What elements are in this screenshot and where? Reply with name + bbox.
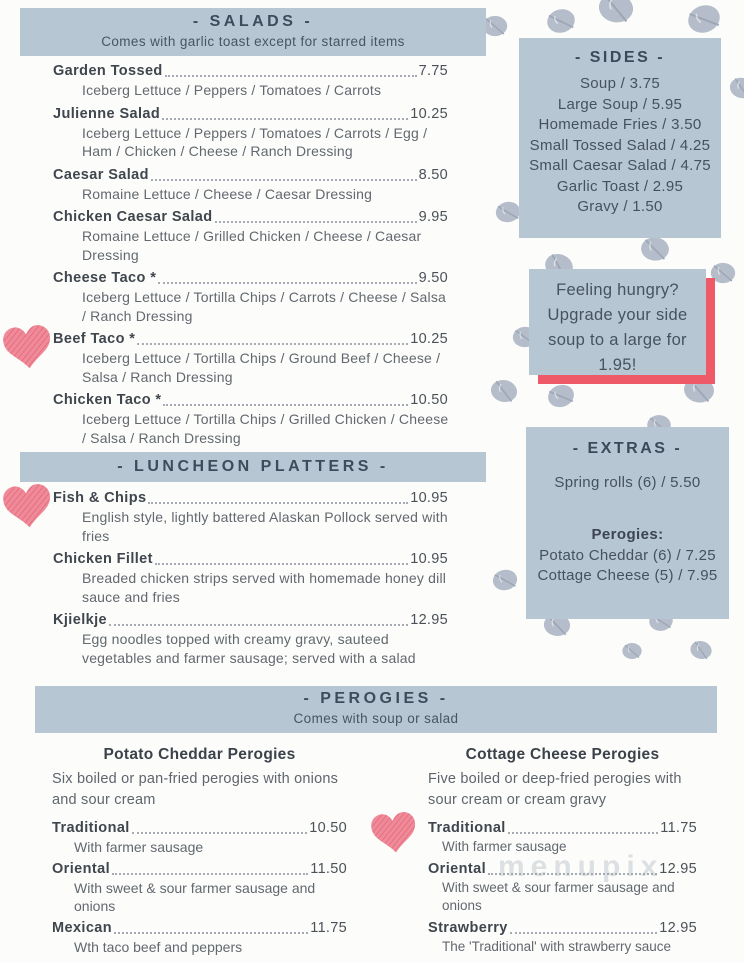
item-price: 12.95 (659, 920, 697, 936)
sides-line: Small Caesar Salad / 4.75 (529, 157, 711, 174)
item-name: Cheese Taco * (53, 270, 157, 286)
promo-line: Upgrade your side (547, 306, 688, 324)
menu-item-pc-traditional (52, 819, 347, 856)
item-name: Chicken Taco * (53, 392, 162, 408)
dotted-leader (162, 105, 408, 120)
extras-title: - EXTRAS - (572, 440, 683, 457)
sides-line: Gravy / 1.50 (577, 198, 663, 215)
item-description: With farmer sausage (74, 839, 204, 855)
item-price: 10.50 (410, 392, 448, 408)
sides-line: Homemade Fries / 3.50 (538, 116, 702, 133)
item-name: Chicken Caesar Salad (53, 209, 213, 225)
item-name: Chicken Fillet (53, 551, 153, 567)
item-name: Garden Tossed (53, 63, 163, 79)
item-name: Fish & Chips (53, 490, 147, 506)
extras-line: Spring rolls (6) / 5.50 (554, 474, 701, 491)
item-price: 7.75 (418, 63, 448, 79)
item-description: Romaine Lettuce / Grilled Chicken / Cheese / Caesar Dressing (82, 228, 422, 263)
extras-box (526, 427, 729, 619)
menu-item-chicken-fillet (53, 550, 486, 606)
dotted-leader (163, 391, 408, 406)
salads-item-list (20, 56, 486, 447)
dotted-leader (114, 919, 308, 934)
dotted-leader (508, 819, 659, 834)
promo-box (529, 269, 706, 375)
item-name: Beef Taco * (53, 331, 136, 347)
item-description: Egg noodles topped with creamy gravy, sauteed vegetables and farmer sausage; served with a salad (82, 631, 416, 666)
item-price: 12.95 (659, 861, 697, 877)
promo-line: 1.95! (598, 356, 637, 374)
item-name: Strawberry (428, 920, 508, 936)
menu-item-pc-oriental (52, 860, 347, 915)
menu-item-cc-strawberry (428, 919, 697, 956)
menu-item-garden-tossed (53, 62, 486, 100)
item-description: The 'Traditional' with strawberry sauce (442, 939, 671, 954)
menu-item-chicken-caesar-salad (53, 208, 486, 264)
item-price: 10.25 (410, 105, 448, 122)
item-description: Romaine Lettuce / Cheese / Caesar Dressing (82, 185, 373, 202)
menu-item-cc-traditional (428, 819, 697, 856)
perogy-doodle-icon (684, 637, 718, 664)
perogy-doodle-icon (543, 5, 579, 38)
column-description: Five boiled or deep-fried perogies with sour cream or cream gravy (428, 771, 682, 808)
luncheon-section-header (20, 452, 486, 482)
perogies-subtitle: Comes with soup or salad (293, 711, 459, 726)
menu-item-kjielkje (53, 611, 486, 667)
item-name: Kjielkje (53, 612, 107, 628)
item-price: 9.95 (418, 209, 448, 225)
dotted-leader (148, 489, 408, 504)
sides-title: - SIDES - (574, 49, 666, 66)
watermark-text: menupix (498, 850, 664, 883)
sides-line: Small Tossed Salad / 4.25 (529, 136, 711, 154)
promo-line: soup to a large for (548, 331, 687, 349)
perogy-doodle-icon (488, 375, 521, 406)
dotted-leader (165, 62, 417, 77)
column-heading: Cottage Cheese Perogies (465, 746, 660, 763)
item-description: With sweet & sour farmer sausage and onions (442, 880, 675, 913)
dotted-leader (112, 860, 308, 875)
promo-line: Feeling hungry? (556, 281, 679, 299)
left-column (20, 8, 486, 672)
perogies-title: - PEROGIES - (303, 690, 449, 707)
perogy-doodle-icon (594, 0, 639, 27)
dotted-leader (215, 208, 417, 223)
menu-item-fish-and-chips (53, 489, 486, 545)
menu-item-cc-oriental (428, 860, 697, 915)
menu-item-beef-taco (53, 330, 486, 386)
heart-icon (2, 483, 53, 531)
item-price: 10.50 (309, 820, 347, 836)
salads-subtitle: Comes with garlic toast except for starred items (101, 34, 405, 49)
item-price: 11.75 (310, 920, 347, 936)
menu-item-pc-mexican (52, 919, 347, 956)
sides-line: Soup / 3.75 (579, 75, 661, 92)
extras-subheading: Perogies: (591, 525, 664, 543)
salads-title: - SALADS - (192, 13, 314, 30)
perogy-doodle-icon (710, 260, 736, 286)
item-name: Traditional (52, 820, 130, 836)
item-description: Iceberg Lettuce / Tortilla Chips / Ground Beef / Cheese / Salsa / Ranch Dressing (82, 350, 441, 385)
item-price: 11.75 (660, 820, 697, 836)
item-description: With farmer sausage (442, 839, 567, 854)
item-description: Iceberg Lettuce / Tortilla Chips / Carrots / Cheese / Salsa / Ranch Dressing (82, 289, 447, 324)
item-name: Traditional (428, 820, 506, 836)
perogy-doodle-icon (620, 642, 644, 660)
dotted-leader (109, 611, 408, 626)
sides-box (519, 38, 721, 238)
cottage-cheese-column (417, 745, 697, 960)
item-description: Breaded chicken strips served with homemade honey dill sauce and fries (82, 570, 447, 605)
item-description: English style, lightly battered Alaskan Pollock served with fries (82, 509, 448, 544)
extras-line: Cottage Cheese (5) / 7.95 (537, 567, 718, 584)
item-description: With sweet & sour farmer sausage and onions (74, 880, 316, 914)
dotted-leader (137, 330, 408, 345)
luncheon-title: - LUNCHEON PLATTERS - (117, 458, 389, 475)
item-price: 10.95 (410, 551, 448, 567)
item-name: Julienne Salad (53, 105, 161, 122)
dotted-leader (488, 860, 657, 875)
perogy-doodle-icon (543, 378, 578, 413)
sides-line: Garlic Toast / 2.95 (556, 177, 684, 195)
dotted-leader (155, 550, 408, 565)
item-name: Oriental (428, 861, 486, 877)
item-description: Wth taco beef and peppers (74, 939, 243, 955)
item-description: Iceberg Lettuce / Peppers / Tomatoes / Carrots (82, 82, 382, 98)
item-price: 12.95 (410, 612, 448, 628)
potato-cheddar-column (35, 745, 347, 960)
dotted-leader (158, 269, 416, 284)
perogy-doodle-icon (681, 374, 717, 406)
dotted-leader (510, 919, 657, 934)
salads-section-header (20, 8, 486, 56)
heart-icon (2, 324, 53, 372)
perogies-section (35, 686, 717, 960)
dotted-leader (151, 166, 417, 181)
item-price: 10.25 (410, 331, 448, 347)
luncheon-item-list (20, 482, 486, 667)
heart-icon (370, 811, 418, 855)
sides-line: Large Soup / 5.95 (557, 95, 683, 113)
item-price: 11.50 (310, 861, 347, 877)
column-description: Six boiled or pan-fried perogies with onions and sour cream (52, 771, 339, 808)
perogy-doodle-icon (489, 564, 520, 597)
perogy-doodle-icon (639, 235, 671, 264)
item-price: 10.95 (410, 490, 448, 506)
perogy-doodle-icon (682, 0, 726, 39)
menu-item-cheese-taco (53, 269, 486, 325)
perogies-section-header (35, 686, 717, 733)
column-heading: Potato Cheddar Perogies (103, 746, 296, 763)
dotted-leader (132, 819, 307, 834)
item-name: Caesar Salad (53, 166, 149, 183)
menu-item-chicken-taco (53, 391, 486, 447)
item-price: 9.50 (418, 270, 448, 286)
perogy-doodle-icon (726, 73, 744, 103)
item-name: Mexican (52, 920, 113, 936)
item-name: Oriental (52, 861, 110, 877)
item-description: Iceberg Lettuce / Tortilla Chips / Grilled Chicken / Cheese / Salsa / Ranch Dressing (82, 411, 449, 446)
item-price: 8.50 (418, 166, 448, 183)
item-description: Iceberg Lettuce / Peppers / Tomatoes / Carrots / Egg / Ham / Chicken / Cheese / Ranch Dressing (82, 124, 428, 159)
extras-line: Potato Cheddar (6) / 7.25 (539, 546, 716, 564)
menu-item-caesar-salad (53, 166, 486, 204)
menu-item-julienne-salad (53, 105, 486, 161)
